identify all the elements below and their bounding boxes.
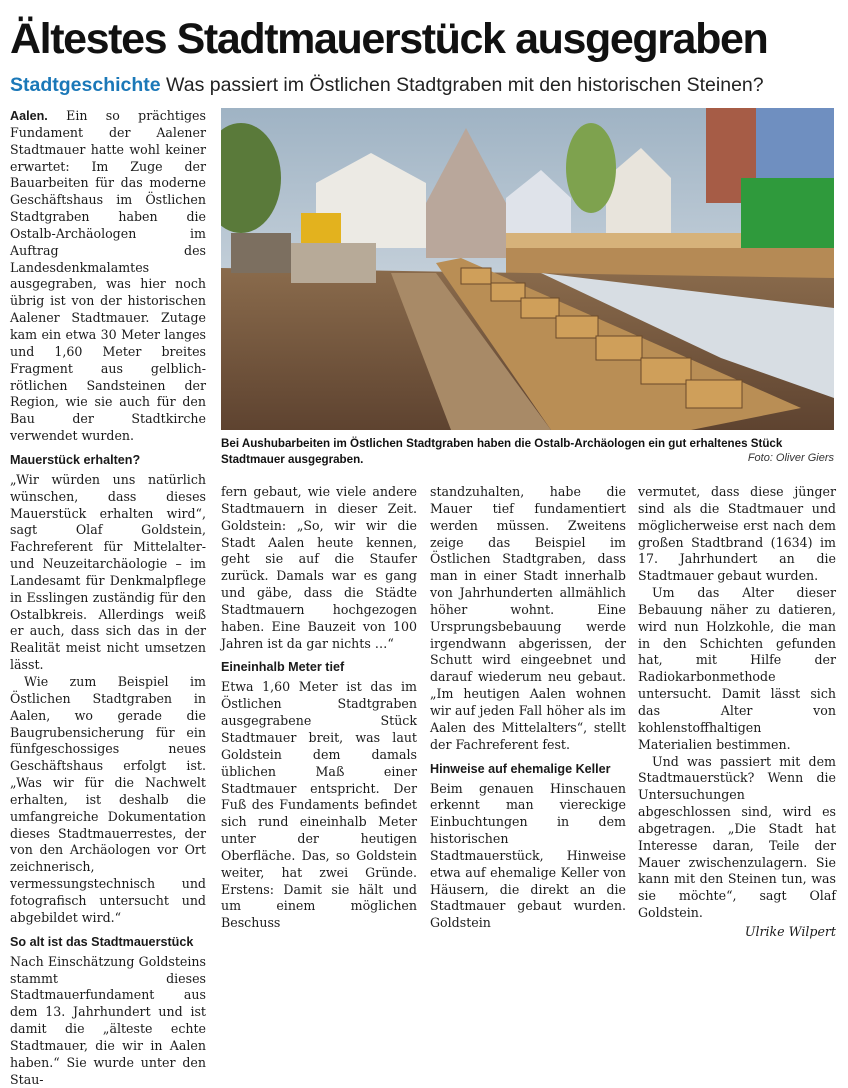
paragraph: Und was passiert mit dem Stadtmauerstück? Wenn die Untersuchungen abgeschlossen sind, wird es abgetragen. „Die Stadt hat Interesse daran, Teile der Mauer zwischenzulagern. Sie kann mit den Steinen tun, was sie möchte“, sagt Olaf Goldstein. — [638, 753, 836, 921]
photo-credit: Foto: Oliver Giers — [747, 452, 834, 464]
intro-text: Ein so prächtiges Fundament der Aalener Stadtmauer hatte wohl keiner erwartet: Im Zuge der Bauarbeiten für das moderne Geschäftshaus im Östlichen Stadtgraben haben die Ostalb-Archäologen im Auftrag des Landesdenkmalamtes ausgegraben, was hier noch übrig ist von der historischen Aalener Stadtmauer. Zutage kam ein etwa 30 Meter langes und 1,60 Meter breites Fragment aus gelblich-rötlichen Sandsteinen der Region, wie sie auch für den Bau der Stadtkirche verwendet wurden. — [10, 108, 206, 444]
subline — [10, 72, 840, 98]
paragraph-part-a: Nach Einschätzung Goldsteins stammt dieses Stadtmauerfundament aus dem 13. Jahrhundert und ist damit die „älteste echte Stadtmauer, die wir in Aalen haben.“ Sie wurde unter den Stau- — [10, 953, 206, 1087]
subheading-tiefe: Eineinhalb Meter tief — [221, 660, 345, 675]
headline: Ältestes Stadtmauerstück ausgegraben — [10, 15, 768, 63]
article-column-1 — [10, 108, 206, 1088]
paragraph-part-a: Beim genauen Hinschauen erkennt man viereckige Einbuchtungen in dem historischen Stadtmauerstück, Hinweise etwa auf ehemalige Keller von Häusern, die direkt an die Stadtmauer gebaut wurden. Goldstein — [430, 780, 626, 931]
article-column-2 — [221, 484, 417, 932]
photo-caption: Bei Aushubarbeiten im Östlichen Stadtgraben haben die Ostalb-Archäologen ein gut erhaltenes Stück Stadtmauer ausgegraben. — [221, 437, 783, 466]
subheading-mauerstueck: Mauerstück erhalten? — [10, 452, 141, 467]
paragraph: Um das Alter dieser Bebauung näher zu datieren, wird nun Holzkohle, die man in den Schichten gefunden hat, mit Hilfe der Radiokarbonmethode untersucht. Damit lässt sich das Alter von kohlenstoffhaltigen Materialien bestimmen. — [638, 585, 836, 752]
paragraph: Wie zum Beispiel im Östlichen Stadtgraben in Aalen, wo gerade die Baugrubensicherung für ein fünfgeschossiges neues Geschäftshaus erfolgt ist. „Was wir für die Nachwelt erhalten, ist deshalb die umfangreiche Dokumentation dieses Stadtmauerrestes, der von den Archäologen vor Ort zeichnerisch, vermessungstechnisch und fotografisch untersucht und abgebildet wird.“ — [10, 674, 206, 925]
paragraph: „Wir würden uns natürlich wünschen, dass dieses Mauerstück erhalten wird“, sagt Olaf Goldstein, Fachreferent für Mittelalter- und Neuzeitarchäologie – im Landesamt für Denkmalpflege in Esslingen zuständig für den Ostalbkreis. Allerdings weiß er auch, dass sich das in der Realität meist nicht umsetzen lässt. — [10, 471, 206, 673]
subheading-alter: So alt ist das Stadtmauerstück — [10, 934, 194, 949]
excavation-photo — [221, 108, 834, 430]
paragraph-part-b: standzuhalten, habe die Mauer tief fundamentiert werden müssen. Zweitens zeige das Beispiel im Östlichen Stadtgraben, dass man in einer Stadt innerhalb von Jahrhunderten allmählich höher wohnt. Eine Ursprungsbebauung werde irgendwann abgerissen, der Schutt wird eingeebnet und darauf wiederum neu gebaut. „Im heutigen Aalen wohnen wir auf jeden Fall höher als im Aalen des Mittelalters“, stellt der Fachreferent fest. — [430, 484, 626, 752]
intro-paragraph — [10, 108, 206, 445]
paragraph-part-a: Etwa 1,60 Meter ist das im Östlichen Stadtgraben ausgegrabene Stück Stadtmauer breit, was laut Goldstein dem damals üblichen Maß einer Stadtmauer entspricht. Der Fuß des Fundaments befindet sich rund eineinhalb Meter unter der heutigen Oberfläche. Das, so Goldstein weiter, hat zwei Gründe. Erstens: Damit sie hält und um einem möglichen Beschuss — [221, 679, 417, 931]
subline-text: Was passiert im Östlichen Stadtgraben mit den historischen Steinen? — [166, 74, 764, 96]
paragraph-part-b: vermutet, dass diese jünger sind als die Stadtmauer und möglicherweise erst nach dem großen Stadtbrand (1634) im 17. Jahrhundert an die Stadtmauer gebaut wurden. — [638, 484, 836, 584]
excavation-photo-icon — [221, 108, 834, 430]
author-byline: Ulrike Wilpert — [744, 923, 836, 939]
dateline: Aalen. — [10, 109, 48, 123]
section-kicker: Stadtgeschichte — [10, 74, 161, 96]
article-column-3 — [430, 484, 626, 932]
subheading-keller: Hinweise auf ehemalige Keller — [430, 761, 611, 776]
article-column-4 — [638, 484, 836, 941]
paragraph-part-b: fern gebaut, wie viele andere Stadtmauern in dieser Zeit. Goldstein: „So, wir wir die Stadt Aalen heute kennen, geht sie auf die Staufer zurück. Damals war es gang und gäbe, dass die Städte Stadtmauern hochgezogen haben. Eine Bauzeit von 100 Jahren ist da gar nichts …“ — [221, 484, 417, 651]
